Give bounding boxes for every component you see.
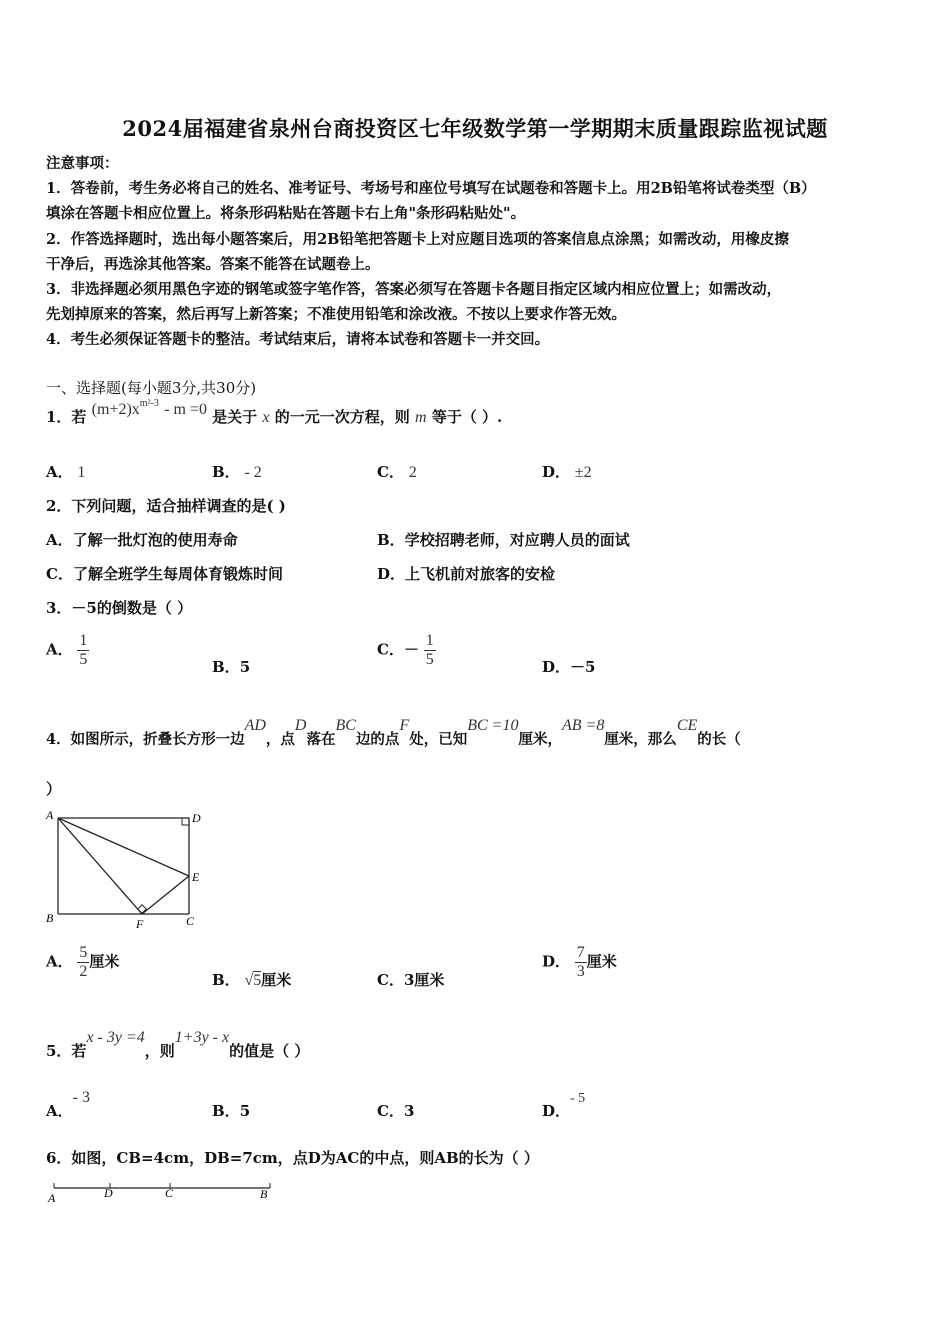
segment: AD — [244, 717, 266, 734]
question-4-close: ） — [46, 780, 62, 798]
notice-line: 2．作答选择题时，选出每小题答案后，用2B铅笔把答题卡上对应题目选项的答案信息点涂黑；如需改动，用橡皮擦 — [46, 231, 789, 248]
option-d[interactable]: D．上飞机前对旅客的安检 — [377, 565, 556, 583]
option-a[interactable]: A． 1 — [46, 463, 86, 481]
option-b[interactable]: B．5 — [212, 658, 251, 676]
option-d[interactable]: D． ±2 — [542, 463, 592, 481]
option-c[interactable]: C．3厘米 — [377, 971, 445, 989]
point: F — [399, 717, 410, 734]
option-d[interactable]: D． $\frac{7}{3}$ 厘米 — [542, 944, 617, 980]
option-a[interactable]: A． $\frac{1}{5}$ — [46, 632, 88, 668]
equation: BC =10 — [467, 717, 519, 734]
point: D — [294, 717, 307, 734]
equation: x - 3y =4 — [86, 1029, 145, 1046]
equation: - m =0 — [164, 401, 207, 418]
option-d[interactable]: D．－5 — [542, 658, 596, 676]
label-c: C — [186, 914, 195, 928]
option-c[interactable]: C． 2 — [377, 463, 417, 481]
option-a[interactable]: A．- 3 — [46, 1089, 90, 1120]
segment-fe — [142, 876, 189, 914]
question-6-stem: 6．如图，CB=4cm，DB=7cm，点D为AC的中点，则AB的长为（ ） — [46, 1149, 539, 1167]
fraction: $\frac{1}{5}$ — [425, 632, 434, 668]
stem-text: 等于（ ）. — [431, 408, 503, 426]
segment-af — [58, 818, 142, 914]
page-title: 2024届福建省泉州台商投资区七年级数学第一学期期末质量跟踪监视试题 — [122, 116, 828, 141]
notice-line: 填涂在答题卡相应位置上。将条形码粘贴在答题卡右上角"条形码粘贴处"。 — [46, 205, 526, 222]
equation: (m+2)x — [91, 401, 140, 418]
option-b[interactable]: B．学校招聘老师，对应聘人员的面试 — [377, 531, 630, 549]
stem-text: 的一元一次方程，则 — [274, 408, 410, 426]
equation: AB =8 — [561, 717, 605, 734]
variable: m — [415, 409, 427, 426]
segment: BC — [335, 717, 356, 734]
label-f: F — [136, 917, 144, 931]
label-d: D — [192, 811, 201, 825]
notice-line: 1．答卷前，考生务必将自己的姓名、准考证号、考场号和座位号填写在试题卷和答题卡上。用2B铅笔将试卷类型（B） — [46, 180, 816, 197]
label-a: A — [46, 808, 54, 822]
equation-exponent: m²-3 — [139, 398, 159, 409]
question-4-stem: 4．如图所示，折叠长方形一边AD，点D落在BC边的点F处，已知BC =10厘米，AB =8厘米，那么CE的长（ — [46, 717, 741, 748]
fraction: $\frac{7}{3}$ — [576, 944, 585, 980]
sqrt-symbol: √ — [244, 972, 254, 989]
fraction: $\frac{1}{5}$ — [79, 632, 88, 668]
equation: 1+3y - x — [174, 1029, 230, 1046]
notice-heading: 注意事项： — [46, 155, 119, 172]
label-b: B — [260, 1187, 268, 1201]
question-3-stem: 3．－5的倒数是（ ） — [46, 599, 193, 617]
question-5-stem: 5．若x - 3y =4，则1+3y - x的值是（ ） — [46, 1029, 310, 1060]
option-d[interactable]: D．- 5 — [542, 1091, 586, 1120]
segment-ae — [58, 818, 189, 876]
question-2-stem: 2．下列问题，适合抽样调查的是( ) — [46, 497, 286, 515]
section-heading: 一、选择题(每小题3分,共30分) — [46, 379, 257, 397]
notice-line: 4．考生必须保证答题卡的整洁。考试结束后，请将本试卷和答题卡一并交回。 — [46, 331, 550, 348]
right-angle-mark — [182, 818, 189, 825]
label-d: D — [104, 1186, 113, 1200]
option-c[interactable]: C．3 — [377, 1102, 415, 1120]
option-c[interactable]: C．－ $\frac{1}{5}$ — [377, 632, 434, 668]
option-a[interactable]: A． $\frac{5}{2}$ 厘米 — [46, 944, 120, 980]
option-b[interactable]: B． - 2 — [212, 463, 262, 481]
question-6-figure — [44, 1176, 284, 1210]
option-b[interactable]: B．5 — [212, 1102, 251, 1120]
question-4-figure — [44, 806, 214, 932]
label-b: B — [46, 911, 54, 925]
segment: CE — [676, 717, 698, 734]
option-c[interactable]: C．了解全班学生每周体育锻炼时间 — [46, 565, 283, 583]
notice-line: 3．非选择题必须用黑色字迹的钢笔或签字笔作答，答案必须写在答题卡各题目指定区域内相应位置上；如需改动， — [46, 281, 782, 298]
stem-text: 是关于 — [212, 408, 258, 426]
fraction: $\frac{5}{2}$ — [79, 944, 88, 980]
variable: x — [262, 409, 270, 426]
option-a[interactable]: A．了解一批灯泡的使用寿命 — [46, 531, 238, 549]
option-b[interactable]: B． √5厘米 — [212, 971, 292, 989]
label-e: E — [192, 870, 200, 884]
label-a: A — [48, 1191, 56, 1205]
notice-line: 先划掉原来的答案，然后再写上新答案；不准使用铅笔和涂改液。不按以上要求作答无效。 — [46, 306, 626, 323]
question-number: 1．若 — [46, 408, 87, 426]
label-c: C — [165, 1186, 174, 1200]
question-1-stem — [46, 398, 503, 427]
notice-line: 干净后，再选涂其他答案。答案不能答在试题卷上。 — [46, 256, 380, 273]
